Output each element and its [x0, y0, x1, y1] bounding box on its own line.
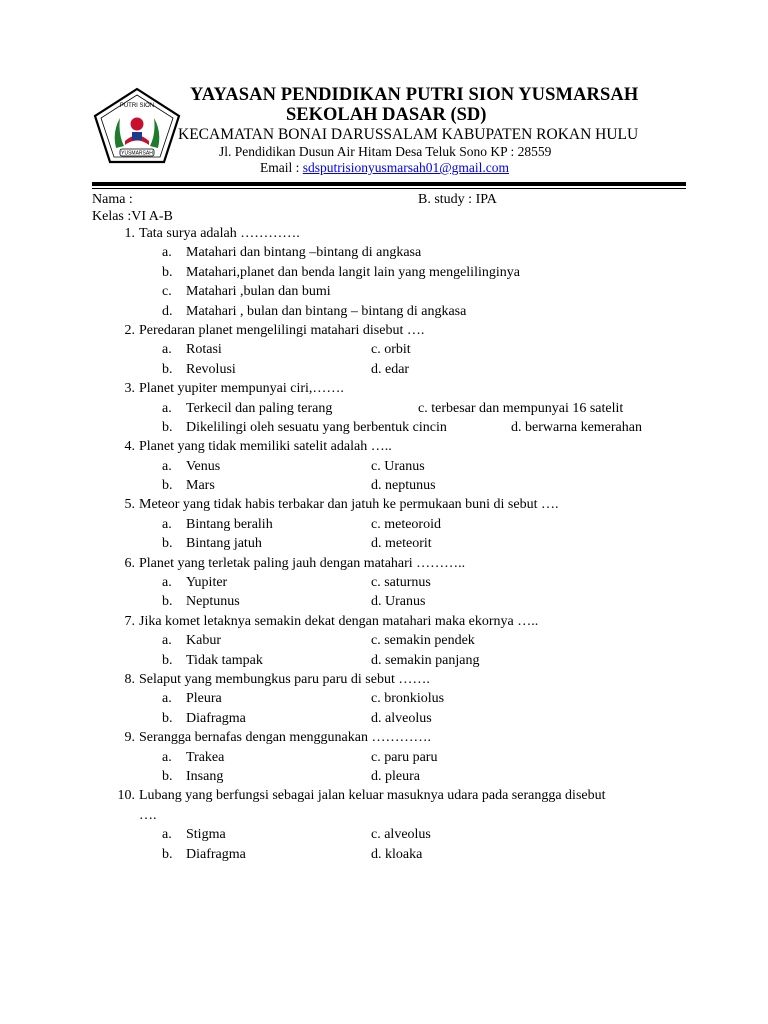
- option-letter: b.: [162, 710, 173, 726]
- option-letter: b.: [162, 652, 173, 668]
- option-row: [0, 847, 768, 866]
- question-item: [0, 381, 768, 439]
- question-item: [0, 497, 768, 555]
- question-number: 10.: [117, 788, 135, 804]
- option-row: [0, 517, 768, 536]
- option-text: Neptunus: [186, 594, 240, 610]
- option-text-right-column: d. pleura: [371, 768, 420, 784]
- question-item: [0, 439, 768, 497]
- question-text: Planet yang tidak memiliki satelit adalah …..: [139, 439, 392, 455]
- question-item: [0, 556, 768, 614]
- option-letter: b.: [162, 594, 173, 610]
- email-link[interactable]: sdsputrisionyusmarsah01@gmail.com: [302, 160, 510, 175]
- option-text: Diafragma: [186, 846, 246, 862]
- question-row: [0, 323, 768, 342]
- option-row: [0, 245, 768, 264]
- question-number: 3.: [124, 381, 135, 397]
- option-text: Mars: [186, 478, 215, 494]
- option-text: Matahari , bulan dan bintang – bintang di angkasa: [186, 303, 467, 319]
- option-text: Insang: [186, 768, 224, 784]
- question-row: [0, 439, 768, 458]
- question-item: [0, 672, 768, 730]
- option-letter: b.: [162, 361, 173, 377]
- logo-top-text: PUTRI SION: [119, 103, 155, 109]
- question-row: [0, 788, 768, 807]
- student-name-label: Nama :: [92, 192, 133, 207]
- option-row: [0, 691, 768, 710]
- option-text: Yupiter: [186, 575, 228, 591]
- question-row: [0, 497, 768, 516]
- question-number: 6.: [124, 555, 135, 571]
- email-label: Email :: [260, 160, 303, 175]
- school-crest-logo: [92, 86, 182, 166]
- question-continuation: ….: [139, 807, 157, 823]
- option-text: Trakea: [186, 749, 225, 765]
- option-letter: a.: [162, 749, 172, 765]
- option-text-right-column: c. meteoroid: [371, 516, 441, 532]
- question-row: [0, 672, 768, 691]
- option-text: Bintang jatuh: [186, 536, 262, 552]
- option-letter: a.: [162, 691, 172, 707]
- question-number: 9.: [124, 730, 135, 746]
- option-letter: b.: [162, 419, 173, 435]
- option-letter: c.: [162, 284, 172, 300]
- question-item: [0, 788, 768, 866]
- question-row: [0, 614, 768, 633]
- option-row: [0, 536, 768, 555]
- option-row: [0, 827, 768, 846]
- option-row: [0, 769, 768, 788]
- option-letter: a.: [162, 633, 172, 649]
- question-number: 4.: [124, 439, 135, 455]
- option-text: Rotasi: [186, 342, 222, 358]
- option-letter: a.: [162, 342, 172, 358]
- option-text-right-column: c. Uranus: [371, 458, 425, 474]
- option-letter: d.: [162, 303, 173, 319]
- question-number: 1.: [124, 226, 135, 241]
- option-text: Revolusi: [186, 361, 236, 377]
- option-text: Terkecil dan paling terang: [186, 400, 333, 416]
- option-text: Matahari,planet dan benda langit lain yang mengelilinginya: [186, 264, 520, 280]
- foundation-name: YAYASAN PENDIDIKAN PUTRI SION YUSMARSAH: [190, 85, 639, 105]
- option-letter: b.: [162, 478, 173, 494]
- question-text: Serangga bernafas dengan menggunakan ………….: [139, 730, 431, 746]
- question-item: [0, 323, 768, 381]
- option-row: [0, 750, 768, 769]
- option-row: [0, 459, 768, 478]
- option-text: Tidak tampak: [186, 652, 263, 668]
- option-letter: a.: [162, 400, 172, 416]
- option-letter: b.: [162, 846, 173, 862]
- question-number: 2.: [124, 322, 135, 338]
- option-letter: a.: [162, 245, 172, 261]
- option-letter: b.: [162, 264, 173, 280]
- option-row: [0, 711, 768, 730]
- option-text: Stigma: [186, 827, 226, 843]
- question-text: Peredaran planet mengelilingi matahari disebut ….: [139, 322, 425, 338]
- option-text-right-column: d. meteorit: [371, 536, 432, 552]
- question-item: [0, 730, 768, 788]
- option-letter: a.: [162, 516, 172, 532]
- question-continuation-row: [0, 808, 768, 827]
- question-number: 5.: [124, 497, 135, 513]
- option-row: [0, 575, 768, 594]
- option-row: [0, 594, 768, 613]
- option-text: Dikelilingi oleh sesuatu yang berbentuk cincin: [186, 419, 447, 435]
- question-row: [0, 556, 768, 575]
- school-name: SEKOLAH DASAR (SD): [286, 105, 487, 125]
- district-line: KECAMATAN BONAI DARUSSALAM KABUPATEN ROKAN HULU: [178, 126, 639, 143]
- option-row: [0, 633, 768, 652]
- option-text-right-column: d. kloaka: [371, 846, 423, 862]
- question-text: Tata surya adalah ………….: [139, 226, 300, 241]
- question-row: [0, 381, 768, 400]
- option-text-right-column: c. paru paru: [371, 749, 438, 765]
- option-row: [0, 420, 768, 439]
- question-text: Planet yupiter mempunyai ciri,…….: [139, 381, 344, 397]
- option-text-right-column: d. edar: [371, 361, 410, 377]
- option-text-right-column: c. bronkiolus: [371, 691, 445, 707]
- option-text-right-column: c. terbesar dan mempunyai 16 satelit: [418, 400, 624, 416]
- option-text: Matahari dan bintang –bintang di angkasa: [186, 245, 422, 261]
- option-letter: b.: [162, 768, 173, 784]
- option-row: [0, 478, 768, 497]
- logo-bottom-text: YUSMARSAH: [121, 150, 153, 157]
- option-text: Matahari ,bulan dan bumi: [186, 284, 331, 300]
- question-item: [0, 614, 768, 672]
- option-text-right-column: c. semakin pendek: [371, 633, 475, 649]
- option-letter: b.: [162, 536, 173, 552]
- question-number: 8.: [124, 671, 135, 687]
- option-row: [0, 304, 768, 323]
- question-number: 7.: [124, 613, 135, 629]
- option-row: [0, 284, 768, 303]
- option-text: Venus: [186, 458, 221, 474]
- option-text-right-column: d. alveolus: [371, 710, 432, 726]
- option-text-right-column: d. Uranus: [371, 594, 426, 610]
- option-text-right-column: d. neptunus: [371, 478, 436, 494]
- option-text-right-column: d. berwarna kemerahan: [511, 419, 642, 435]
- option-text-right-column: c. saturnus: [371, 575, 431, 591]
- option-text: Kabur: [186, 633, 221, 649]
- option-row: [0, 653, 768, 672]
- option-letter: a.: [162, 458, 172, 474]
- question-text: Planet yang terletak paling jauh dengan matahari ………..: [139, 555, 466, 571]
- email-line: [260, 160, 509, 176]
- option-text: Diafragma: [186, 710, 246, 726]
- option-row: [0, 265, 768, 284]
- question-text: Meteor yang tidak habis terbakar dan jatuh ke permukaan buni di sebut ….: [139, 497, 559, 513]
- option-row: [0, 342, 768, 361]
- question-list: [0, 226, 768, 866]
- option-row: [0, 401, 768, 420]
- header-divider-thin: [92, 188, 686, 189]
- class-label: Kelas :VI A-B: [92, 209, 173, 224]
- address-line: Jl. Pendidikan Dusun Air Hitam Desa Teluk Sono KP : 28559: [219, 144, 552, 159]
- question-text: Jika komet letaknya semakin dekat dengan matahari maka ekornya …..: [139, 613, 539, 629]
- option-text-right-column: c. orbit: [371, 342, 411, 358]
- option-row: [0, 362, 768, 381]
- subject-label: B. study : IPA: [418, 192, 497, 207]
- question-text: Lubang yang berfungsi sebagai jalan keluar masuknya udara pada serangga disebut: [139, 788, 606, 804]
- option-text-right-column: d. semakin panjang: [371, 652, 480, 668]
- question-row: [0, 226, 768, 245]
- option-text: Bintang beralih: [186, 516, 273, 532]
- header-divider-thick: [92, 182, 686, 186]
- question-text: Selaput yang membungkus paru paru di sebut …….: [139, 671, 430, 687]
- option-text-right-column: c. alveolus: [371, 827, 431, 843]
- question-item: [0, 226, 768, 323]
- option-text: Pleura: [186, 691, 222, 707]
- option-letter: a.: [162, 827, 172, 843]
- question-row: [0, 730, 768, 749]
- option-letter: a.: [162, 575, 172, 591]
